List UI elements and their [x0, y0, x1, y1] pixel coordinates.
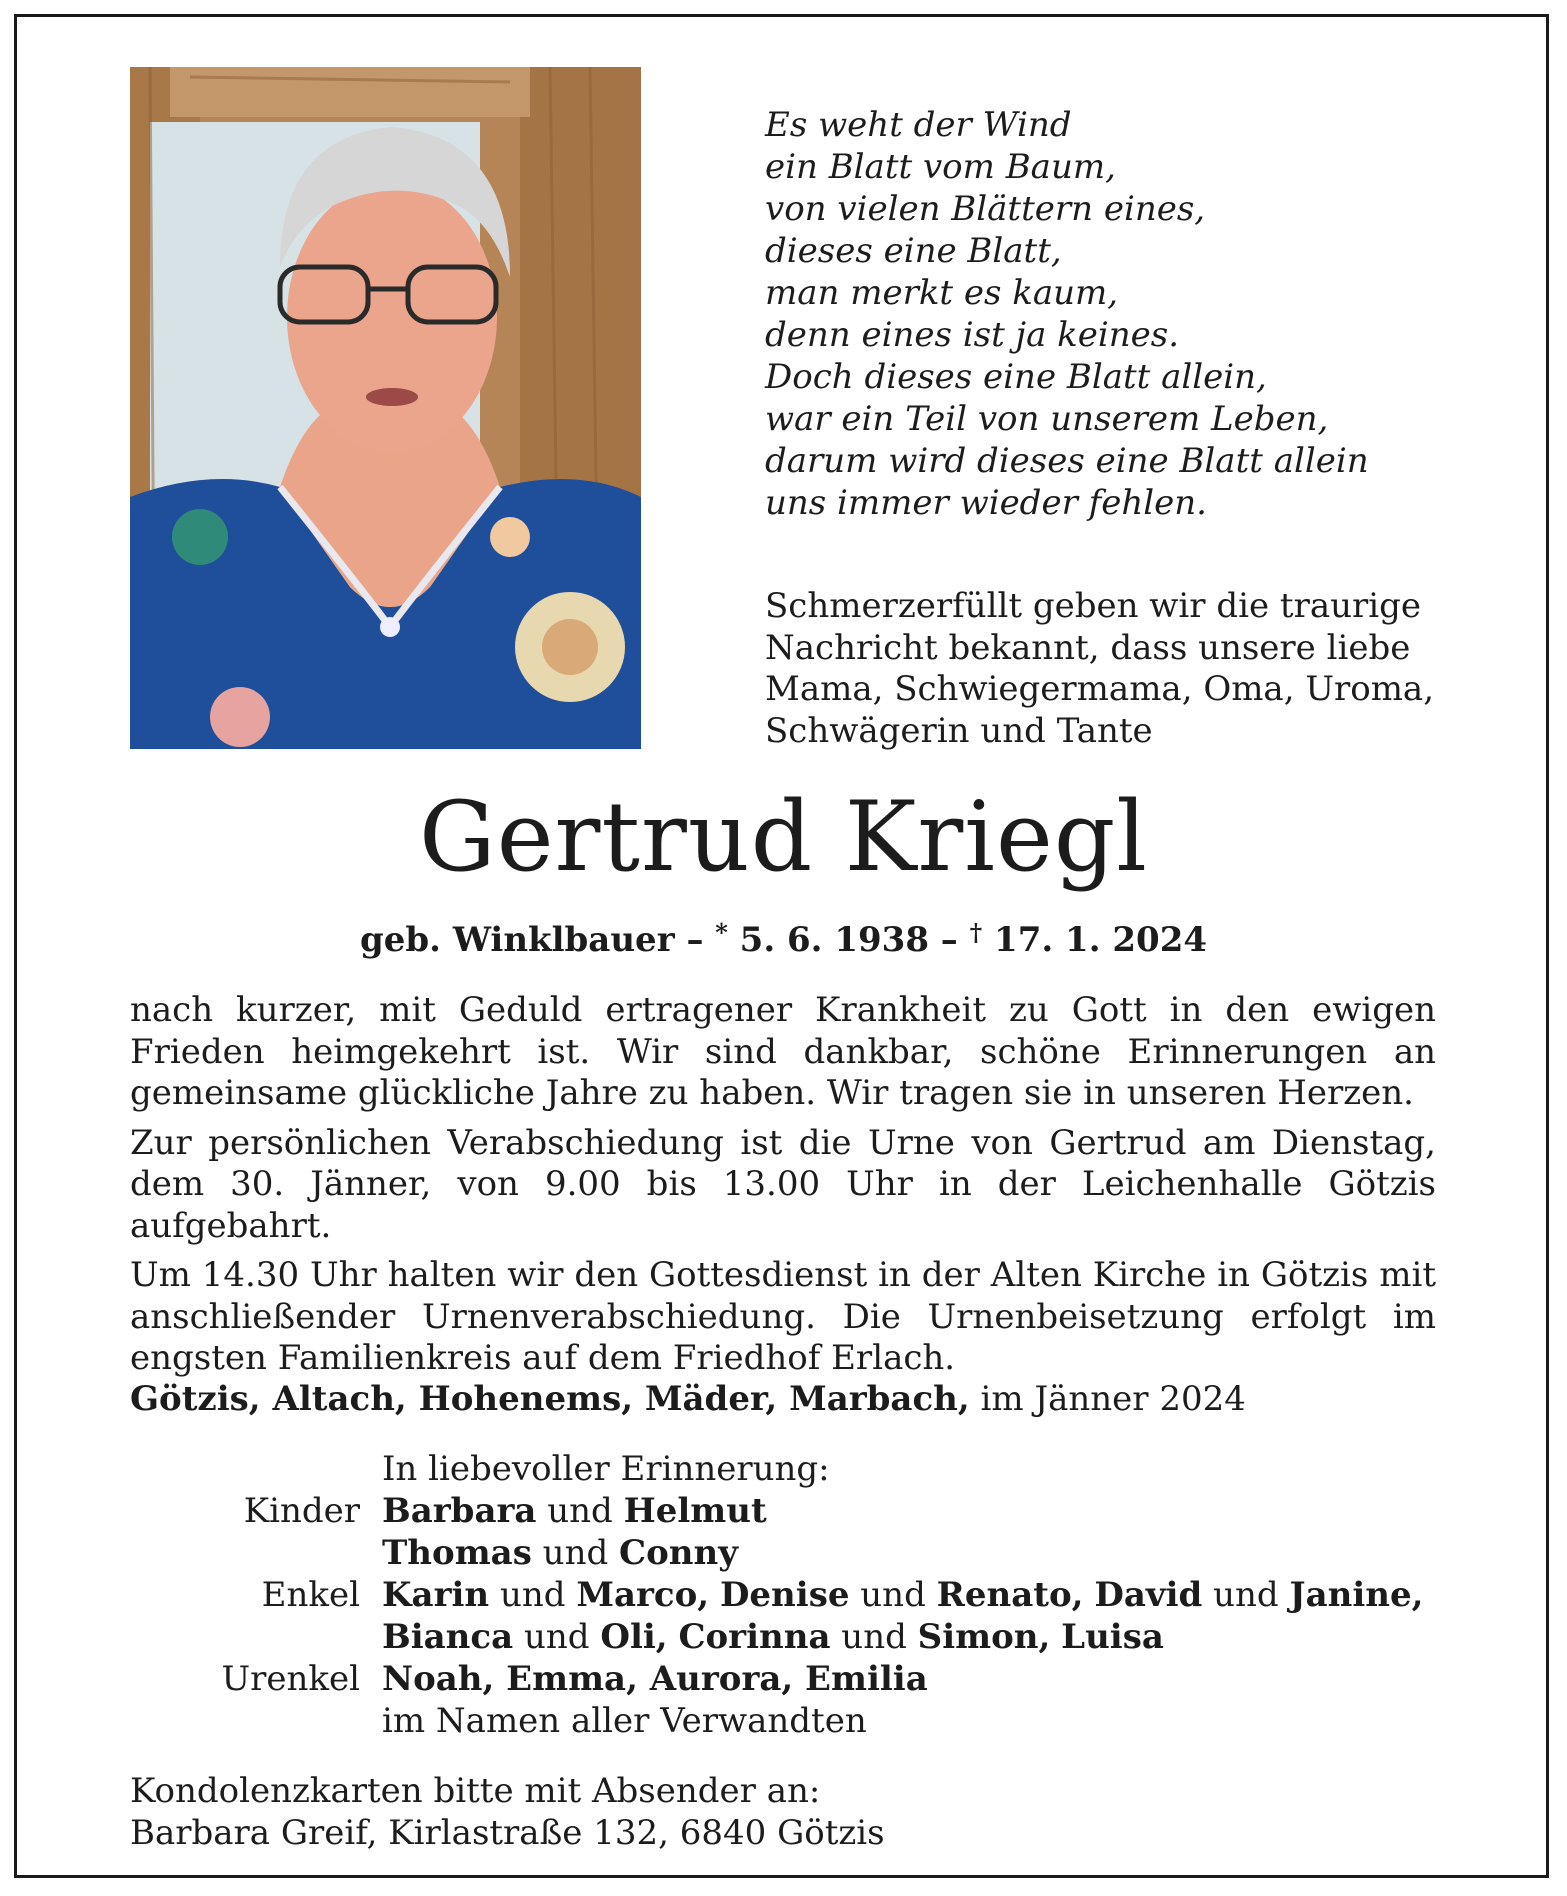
family-member: Denise	[719, 1575, 850, 1615]
family-member: Bianca	[382, 1617, 514, 1657]
family-member: Karin	[382, 1575, 490, 1615]
body-paragraph: Um 14.30 Uhr halten wir den Gottesdienst in der Alten Kirche in Götzis mit anschließender Urnenverabschiedung. Die Urnenbeisetzung erfolgt im engsten Familienkreis auf dem Friedhof Erlach.	[130, 1255, 1436, 1378]
died-symbol: †	[969, 918, 983, 947]
places-date	[130, 1378, 1246, 1420]
poem-line: man merkt es kaum,	[765, 273, 1119, 313]
conjunction: und	[499, 1575, 566, 1615]
family-member: Renato,	[936, 1575, 1084, 1615]
announcement	[765, 586, 1437, 752]
poem-line: Es weht der Wind	[765, 105, 1072, 145]
family-member: Thomas	[382, 1533, 532, 1573]
conjunction: und	[542, 1533, 609, 1573]
role-label-enkel: Enkel	[261, 1575, 360, 1615]
poem-line: war ein Teil von unserem Leben,	[765, 399, 1329, 439]
died-date: 17. 1. 2024	[982, 920, 1208, 960]
month-year: im Jänner 2024	[969, 1379, 1246, 1419]
body-paragraph: Zur persönlichen Verabschiedung ist die Urne von Gertrud am Dienstag, dem 30. Jänner, von 9.00 bis 13.00 Uhr in der Leichenhalle Götzis aufgebahrt.	[130, 1122, 1436, 1246]
poem-line: denn eines ist ja keines.	[765, 315, 1180, 355]
family-row	[130, 1616, 1450, 1658]
poem-line: von vielen Blättern eines,	[765, 189, 1206, 229]
family-member: Simon,	[917, 1617, 1051, 1657]
conjunction: und	[841, 1617, 907, 1657]
family-closing: im Namen aller Verwandten	[382, 1701, 867, 1741]
body-paragraph: nach kurzer, mit Geduld ertragener Krankheit zu Gott in den ewigen Frieden heimgekehrt ist. Wir sind dankbar, schöne Erinnerungen an gemeinsame glückliche Jahre zu haben. Wir tragen sie in unseren Herzen.	[130, 990, 1436, 1113]
poem-line: ein Blatt vom Baum,	[765, 147, 1116, 187]
obituary-body	[130, 990, 1436, 1388]
born-symbol: *	[715, 918, 728, 947]
condolence-address-line: Barbara Greif, Kirlastraße 132, 6840 Götzis	[130, 1813, 885, 1853]
family-member: Janine,	[1289, 1575, 1424, 1615]
family-row	[130, 1700, 1450, 1742]
condolence-address	[130, 1770, 885, 1854]
maiden-name: geb. Winklbauer –	[359, 920, 716, 960]
announcement-line: Nachricht bekannt, dass unsere liebe	[765, 627, 1411, 668]
born-date: 5. 6. 1938 –	[727, 920, 970, 960]
family-row	[130, 1574, 1450, 1616]
poem-line: Doch dieses eine Blatt allein,	[765, 357, 1267, 397]
conjunction: und	[860, 1575, 926, 1615]
conjunction: und	[523, 1617, 590, 1657]
announcement-line: Mama, Schwiegermama, Oma, Uroma,	[765, 669, 1435, 709]
deceased-name: Gertrud Kriegl	[419, 781, 1148, 893]
poem-line: darum wird dieses eine Blatt allein	[765, 441, 1369, 481]
family-member: Marco,	[576, 1575, 710, 1615]
role-label-kinder: Kinder	[243, 1491, 360, 1531]
family-row	[130, 1448, 1450, 1490]
condolence-line: Kondolenzkarten bitte mit Absender an:	[130, 1771, 821, 1811]
poem-line: dieses eine Blatt,	[765, 231, 1062, 271]
family-member: Corinna	[678, 1617, 831, 1657]
family-member: Luisa	[1061, 1617, 1164, 1657]
family-member: Noah, Emma, Aurora, Emilia	[382, 1659, 928, 1699]
family-row	[130, 1532, 1450, 1574]
family-row	[130, 1490, 1450, 1532]
family-list	[130, 1448, 1450, 1742]
announcement-line: Schmerzerfüllt geben wir die traurige	[765, 586, 1422, 626]
conjunction: und	[1213, 1575, 1279, 1615]
family-member: Oli,	[600, 1617, 668, 1657]
family-row	[130, 1658, 1450, 1700]
family-member: Barbara	[382, 1491, 537, 1531]
family-intro: In liebevoller Erinnerung:	[382, 1449, 830, 1489]
poem-line: uns immer wieder fehlen.	[765, 483, 1207, 523]
announcement-line: Schwägerin und Tante	[765, 710, 1153, 751]
poem	[765, 104, 1445, 524]
conjunction: und	[547, 1491, 613, 1531]
family-member: Conny	[619, 1533, 738, 1573]
portrait-illustration	[130, 67, 641, 749]
birth-death-line	[0, 913, 1567, 960]
family-member: David	[1094, 1575, 1203, 1615]
places-list: Götzis, Altach, Hohenems, Mäder, Marbach,	[130, 1379, 970, 1419]
family-member: Helmut	[623, 1491, 767, 1531]
portrait-photo	[130, 67, 641, 749]
role-label-urenkel: Urenkel	[221, 1659, 360, 1699]
